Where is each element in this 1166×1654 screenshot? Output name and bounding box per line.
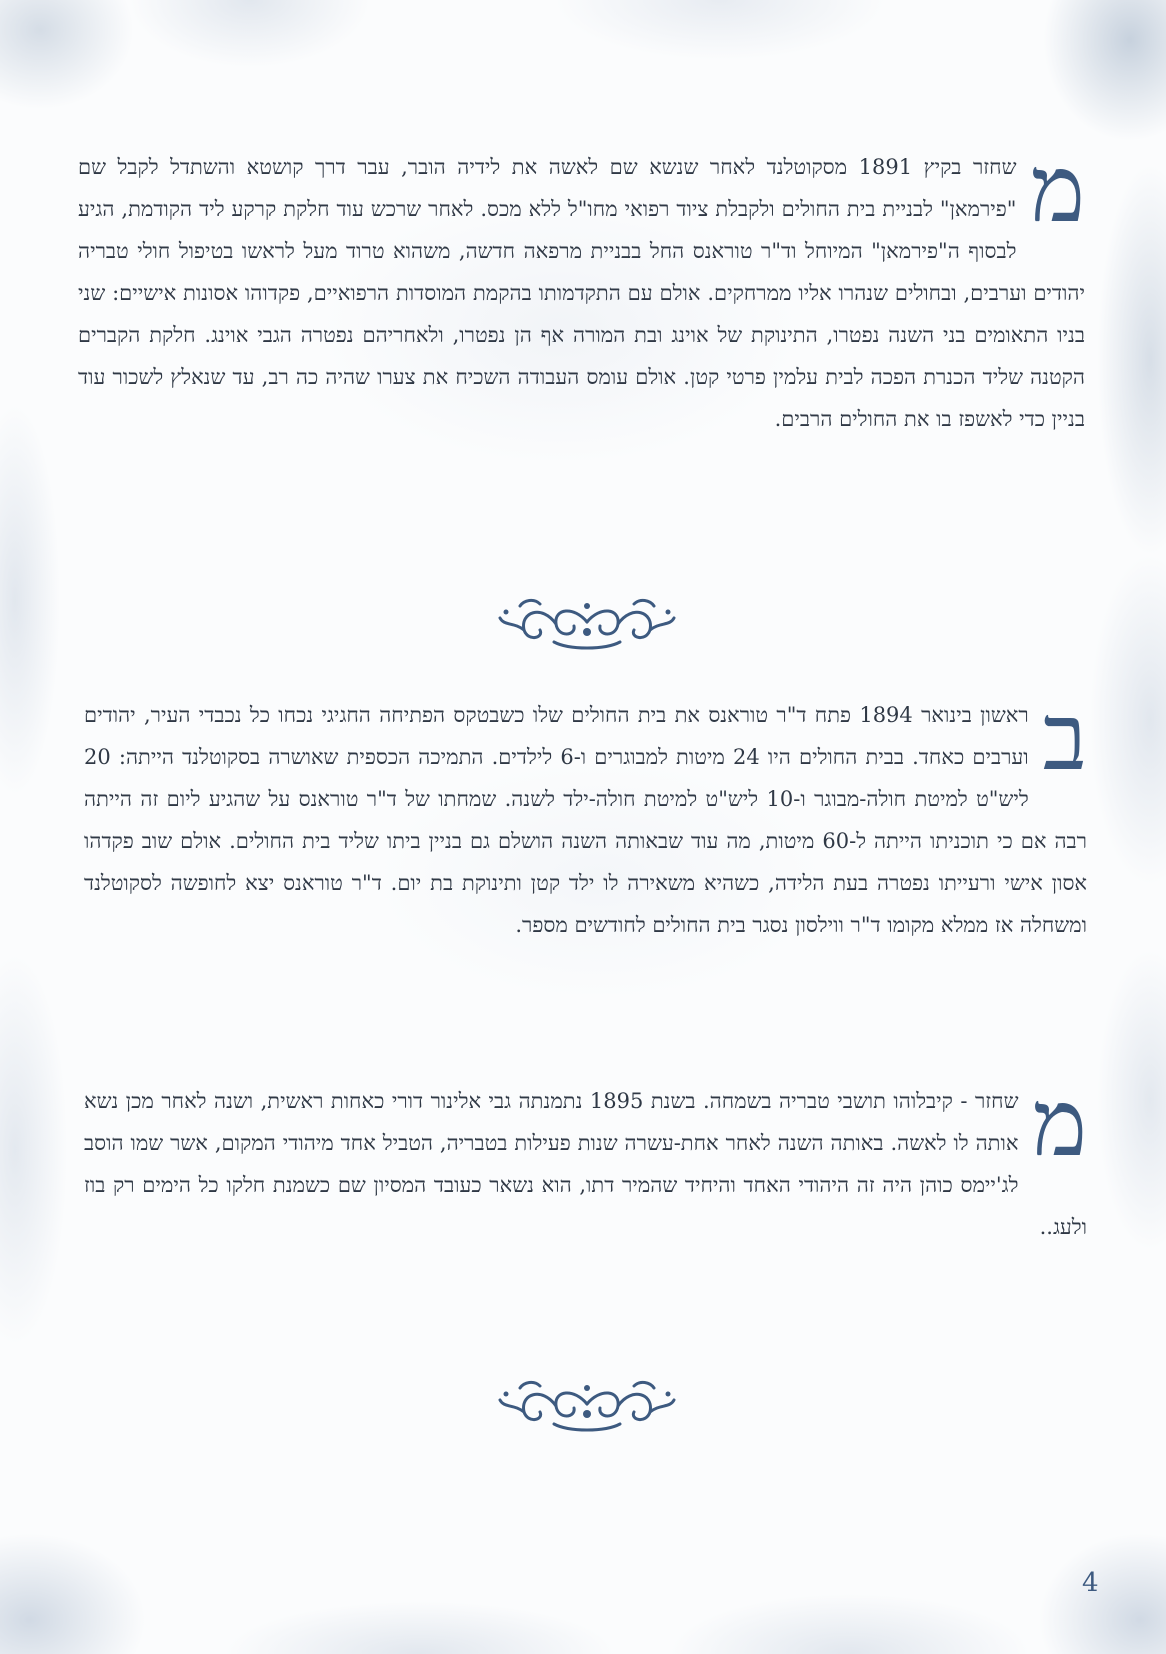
drop-cap-initial: ב (1042, 684, 1087, 791)
scroll-ornament-icon (494, 592, 680, 652)
paragraph-text: שחזר - קיבלוהו תושבי טבריה בשמחה. בשנת 1895 נתמנתה גבי אלינור דורי כאחות ראשית, ושנה לאחר מכן נשא אותה לו לאשה. באותה השנה לאחר אחת-עשרה שנות פעילות בטבריה, הטביל אחד מיהודי המקום, אשר שמו הוסב לג'יימס כוהן היה זה היהודי האחד והיחיד שהמיר דתו, הוא נשאר כעובד המסיון שם כשמנת חלקו כל הימים רק בוז ולעג.. (84, 1089, 1087, 1239)
paragraph-1 (78, 136, 1085, 440)
paragraph-text: שחזר בקיץ 1891 מסקוטלנד לאחר שנשא שם לאשה את לידיה הובר, עבר דרך קושטא והשתדל לקבל שם "פירמאן" לבניית בית החולים ולקבלת ציוד רפואי מחו"ל ללא מכס. לאחר שרכש עוד חלקת קרקע ליד הקודמת, הגיע לבסוף ה"פירמאן" המיוחל וד"ר טוראנס החל בבניית מרפאה חדשה, משהוא טרוד מעל לראשו בטיפול חולי טבריה יהודים וערבים, ובחולים שנהרו אליו ממרחקים. אולם עם התקדמותו בהקמת המוסדות הרפואיים, פקדוהו אסונות אישיים: שני בניו התאומים בני השנה נפטרו, התינוקת של אוינג ובת המורה אף הן נפטרו, ולאחריהם נפטרה הגבי אוינג. חלקת הקברים הקטנה שליד הכנרת הפכה לבית עלמין פרטי קטן. אולם עומס העבודה השכיח את צערו שהיה כה רב, עד שנאלץ לשכור עוד בניין כדי לאשפז בו את החולים הרבים. (78, 155, 1085, 431)
paragraph-2 (84, 684, 1087, 946)
paragraph-text: ראשון בינואר 1894 פתח ד"ר טוראנס את בית החולים שלו כשבטקס הפתיחה החגיגי נכחו כל נכבדי העיר, יהודים וערבים כאחד. בבית החולים היו 24 מיטות למבוגרים ו-6 לילדים. התמיכה הכספית שאושרה בסקוטלנד הייתה: 20 ליש"ט למיטת חולה-מבוגר ו-10 ליש"ט למיטת חולה-ילד לשנה. שמחתו של ד"ר טוראנס על שהגיע ליום זה הייתה רבה אם כי תוכניתו הייתה ל-60 מיטות, מה עוד שבאותה השנה הושלם גם בניין ביתו שליד בית החולים. אולם שוב פקדהו אסון אישי ורעייתו נפטרה בעת הלידה, כשהיא משאירה לו ילד קטן ותינוקת בת יום. ד"ר טוראנס יצא לחופשה לסקוטלנד ומשחלה אז ממלא מקומו ד"ר ווילסון נסגר בית החולים לחודשים מספר. (84, 703, 1087, 937)
paragraph-3 (84, 1070, 1087, 1248)
drop-cap-initial: מ (1030, 136, 1085, 243)
page-number: 4 (1082, 1568, 1099, 1598)
drop-cap-initial: מ (1032, 1070, 1087, 1177)
scroll-ornament-icon (494, 1374, 680, 1434)
